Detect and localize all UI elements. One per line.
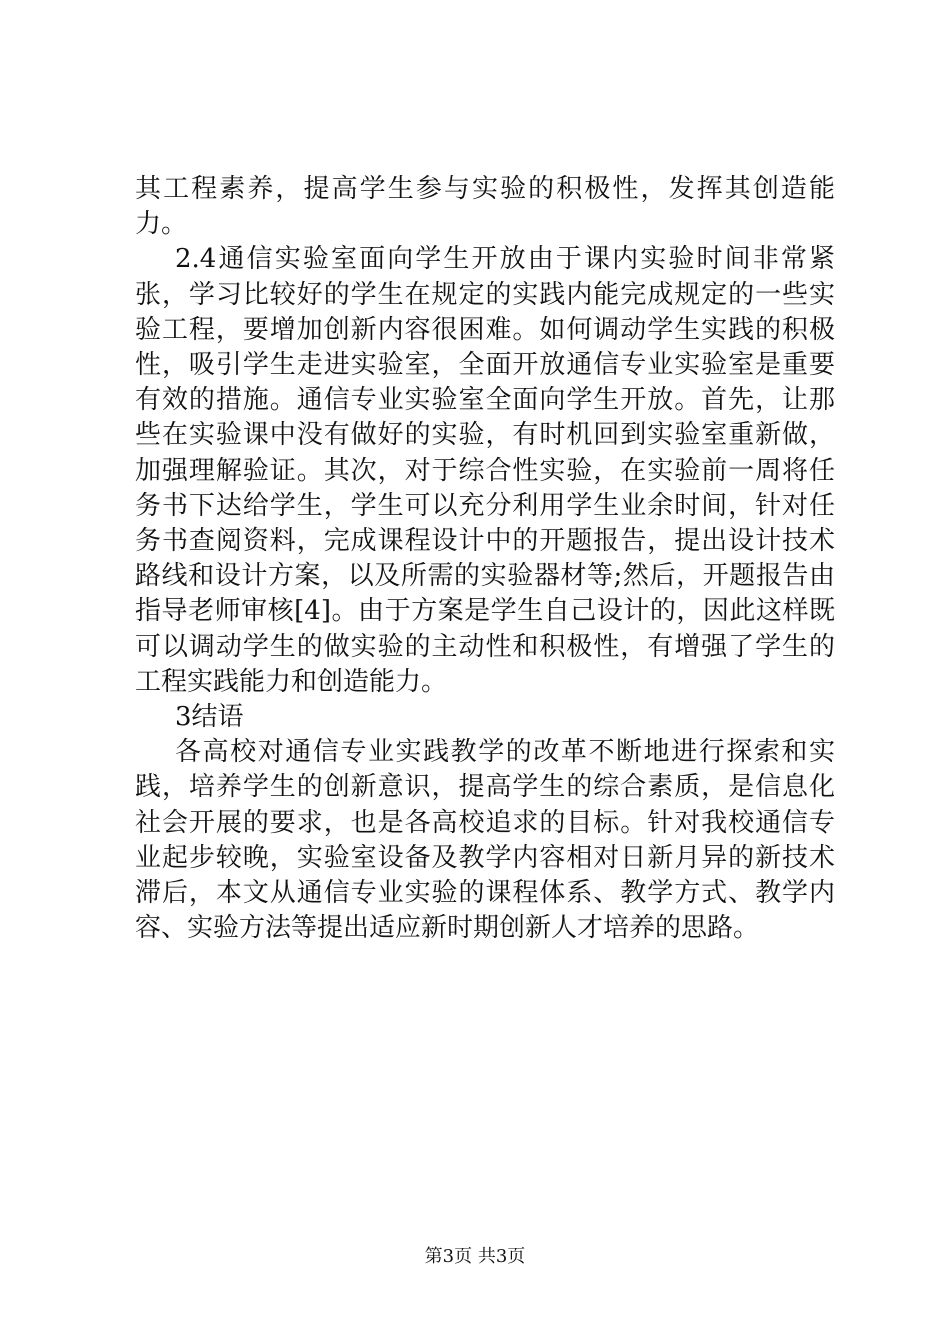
paragraph-conclusion: 各高校对通信专业实践教学的改革不断地进行探索和实践，培养学生的创新意识，提高学生的综合素质，是信息化社会开展的要求，也是各高校追求的目标。针对我校通信专业起步较晚，实验室设备及教学内容相对日新月异的新技术滞后，本文从通信专业实验的课程体系、教学方式、教学内容、实验方法等提出适应新时期创新人才培养的思路。 — [135, 737, 835, 944]
section-heading-conclusion: 3结语 — [175, 702, 244, 733]
document-body — [135, 172, 835, 946]
paragraph-continuation: 其工程素养，提高学生参与实验的积极性，发挥其创造能力。 — [135, 174, 835, 240]
paragraph-section-2-4: 2.4通信实验室面向学生开放由于课内实验时间非常紧张，学习比较好的学生在规定的实践内能完成规定的一些实验工程，要增加创新内容很困难。如何调动学生实践的积极性，吸引学生走进实验室，全面开放通信专业实验室是重要有效的措施。通信专业实验室全面向学生开放。首先，让那些在实验课中没有做好的实验，有时机回到实验室重新做，加强理解验证。其次，对于综合性实验，在实验前一周将任务书下达给学生，学生可以充分利用学生业余时间，针对任务书查阅资料，完成课程设计中的开题报告，提出设计技术路线和设计方案，以及所需的实验器材等;然后，开题报告由指导老师审核[4]。由于方案是学生自己设计的，因此这样既可以调动学生的做实验的主动性和积极性，有增强了学生的工程实践能力和创造能力。 — [135, 244, 835, 697]
page-footer: 第3页 共3页 — [424, 1246, 526, 1267]
